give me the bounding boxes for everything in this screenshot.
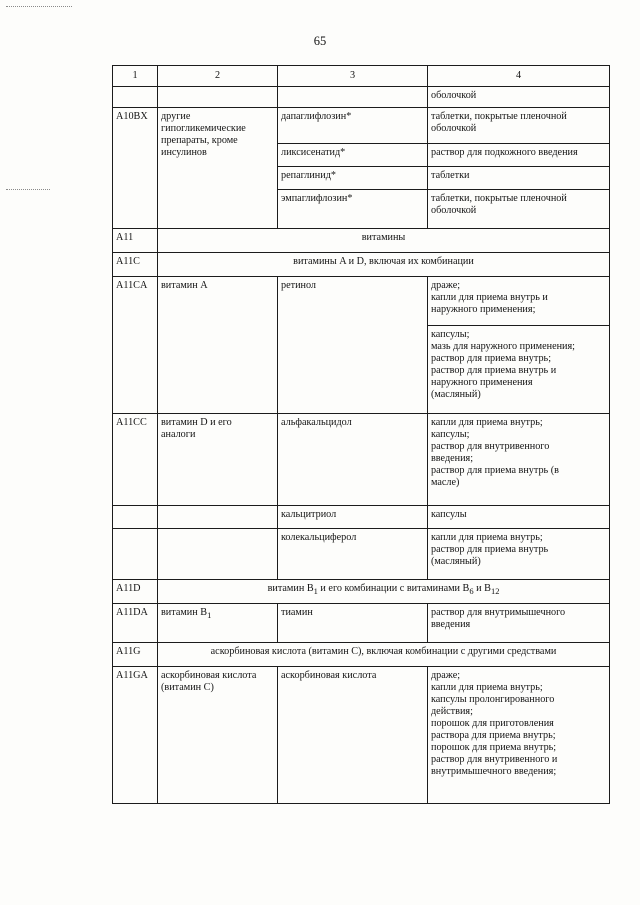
group-cell: другие гипогликемические препараты, кроме инсулинов	[158, 108, 278, 229]
drug-cell: тиамин	[278, 604, 428, 643]
section-row	[113, 253, 610, 277]
form-cell: капли для приема внутрь; капсулы; раствор для внутривенного введения; раствор для приема внутрь (в масле)	[428, 414, 610, 506]
section-title: витамины	[158, 229, 610, 253]
form-cell: раствор для подкожного введения	[428, 144, 610, 167]
table-row	[113, 506, 610, 529]
code-cell: A11CA	[113, 277, 158, 414]
drug-cell: ретинол	[278, 277, 428, 414]
form-cell: таблетки	[428, 167, 610, 190]
form-cell: капсулы	[428, 506, 610, 529]
header-cell: 4	[428, 66, 610, 87]
form-cell: таблетки, покрытые пленочной оболочкой	[428, 108, 610, 144]
table-row	[113, 529, 610, 580]
table-row	[113, 87, 610, 108]
group-cell	[158, 506, 278, 529]
form-cell: раствор для внутримышечного введения	[428, 604, 610, 643]
drug-table	[112, 65, 610, 804]
title-subscript: 12	[490, 586, 500, 597]
group-cell: витамин D и его аналоги	[158, 414, 278, 506]
title-part: витамин B	[267, 583, 314, 594]
code-cell	[113, 529, 158, 580]
group-subscript: 1	[207, 610, 212, 621]
scan-artifact-left-margin	[6, 189, 50, 190]
drug-cell: дапаглифлозин*	[278, 108, 428, 144]
form-cell: капсулы; мазь для наружного применения; раствор для приема внутрь; раствор для приема внутрь и наружного применения (масляный)	[428, 326, 610, 414]
table-row	[113, 604, 610, 643]
code-cell: A11C	[113, 253, 158, 277]
group-cell: аскорбиновая кислота (витамин C)	[158, 667, 278, 804]
table-row	[113, 667, 610, 804]
header-cell: 1	[113, 66, 158, 87]
section-title: витамины A и D, включая их комбинации	[158, 253, 610, 277]
code-cell: A11	[113, 229, 158, 253]
code-cell: A11DA	[113, 604, 158, 643]
table-row	[113, 108, 610, 144]
section-row	[113, 643, 610, 667]
scan-artifact-top-left	[6, 6, 72, 7]
form-cell: драже; капли для приема внутрь и наружного применения;	[428, 277, 610, 326]
title-subscript: 1	[313, 586, 318, 597]
drug-cell: аскорбиновая кислота	[278, 667, 428, 804]
form-cell: таблетки, покрытые пленочной оболочкой	[428, 190, 610, 229]
drug-cell: альфакальцидол	[278, 414, 428, 506]
form-cell: драже; капли для приема внутрь; капсулы пролонгированного действия; порошок для приготовления раствора для приема внутрь; порошок для приема внутрь; раствор для внутривенного и внутримышечного введения;	[428, 667, 610, 804]
code-cell: A11G	[113, 643, 158, 667]
form-cell: оболочкой	[428, 87, 610, 108]
code-cell: A11CC	[113, 414, 158, 506]
section-title: аскорбиновая кислота (витамин C), включая комбинации с другими средствами	[158, 643, 610, 667]
section-title	[158, 580, 610, 604]
header-cell: 3	[278, 66, 428, 87]
code-cell: A11D	[113, 580, 158, 604]
drug-cell: эмпаглифлозин*	[278, 190, 428, 229]
code-cell: A10BX	[113, 108, 158, 229]
title-part: и B	[473, 583, 491, 594]
group-part: витамин B	[161, 607, 208, 618]
section-row	[113, 229, 610, 253]
drug-cell: кальцитриол	[278, 506, 428, 529]
drug-cell: ликсисенатид*	[278, 144, 428, 167]
group-cell: витамин A	[158, 277, 278, 414]
code-cell: A11GA	[113, 667, 158, 804]
group-cell	[158, 604, 278, 643]
group-cell	[158, 87, 278, 108]
table-row	[113, 414, 610, 506]
drug-cell: колекальциферол	[278, 529, 428, 580]
form-cell: капли для приема внутрь; раствор для приема внутрь (масляный)	[428, 529, 610, 580]
drug-cell	[278, 87, 428, 108]
group-cell	[158, 529, 278, 580]
section-row	[113, 580, 610, 604]
code-cell	[113, 506, 158, 529]
code-cell	[113, 87, 158, 108]
table-row	[113, 277, 610, 326]
drug-cell: репаглинид*	[278, 167, 428, 190]
header-cell: 2	[158, 66, 278, 87]
page-number: 65	[313, 34, 327, 48]
table-header-row	[113, 66, 610, 87]
title-subscript: 6	[469, 586, 474, 597]
title-part: и его комбинации с витаминами B	[317, 583, 470, 594]
